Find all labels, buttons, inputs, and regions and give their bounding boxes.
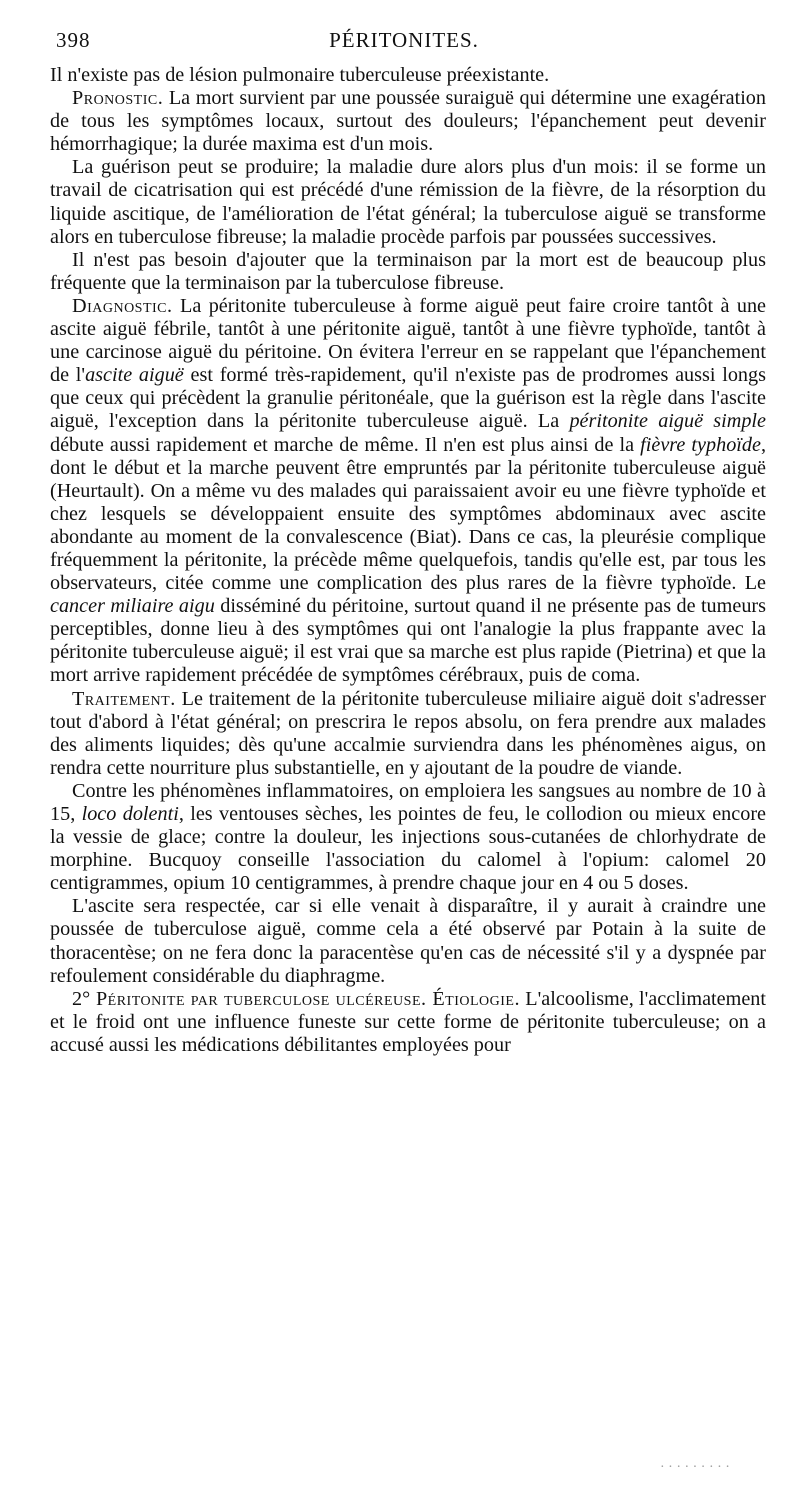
- section-lead-ulcereuse: Péritonite par tuberculose ulcéreuse.: [90, 987, 427, 1010]
- italic-term: fièvre typhoïde: [640, 433, 761, 456]
- text-run: disséminé du péritoine, surtout quand il ne présente pas de tumeurs perceptibles, donne lieu à des symptômes qui ont l'analogie la plus frappante avec la péritonite tuberculeuse aiguë; il est vrai que sa marche est plus rapide (Pietrina) et que la mort arrive rapidement précédée de symptômes cérébraux, puis de coma.: [50, 595, 766, 687]
- section-lead-etiologie: Étiologie.: [426, 987, 521, 1010]
- body-text: [50, 64, 766, 1057]
- text-run: est formé très-rapidement, qu'il n'existe pas de prodromes aussi longs que ceux qui précèdent la granulie péritonéale, que la guérison est la règle dans l'ascite aiguë, l'exception dans la péritonite tuberculeuse aiguë. La: [50, 364, 766, 433]
- text-run: La péritonite tuberculeuse à forme aiguë peut faire croire tantôt à une ascite aiguë fébrile, tantôt à une péritonite aiguë, tantôt à une fièvre typhoïde, tantôt à une carcinose aiguë du péritoine. On évitera l'erreur en se rappelant que l'épanchement de l': [50, 294, 766, 387]
- italic-term: cancer miliaire aigu: [50, 595, 215, 618]
- paragraph-text: L'alcoolisme, l'acclimatement et le froid ont une influence funeste sur cette forme de péritonite tuberculeuse; on a accusé aussi les médications débilitantes employées pour: [50, 987, 766, 1056]
- page-header: [56, 28, 752, 62]
- paragraph-terminaison: Il n'est pas besoin d'ajouter que la terminaison par la mort est de beaucoup plus fréquente que la terminaison par la tuberculose fibreuse.: [50, 248, 766, 294]
- paragraph-intro: Il n'existe pas de lésion pulmonaire tuberculeuse préexistante.: [50, 64, 550, 86]
- italic-term: loco dolenti: [81, 803, 179, 825]
- paragraph-guerison: La guérison peut se produire; la maladie dure alors plus d'un mois: il se forme un travail de cicatrisation qui est précédé d'une rémission de la fièvre, de la résorption du liquide ascitique, de l'amélioration de l'état général; la tuberculose aiguë se transforme alors en tuberculose fibreuse; la maladie procède parfois par poussées successives.: [50, 156, 766, 248]
- paragraph-inflammatoires: [50, 780, 766, 895]
- paragraph-ascite: L'ascite sera respectée, car si elle venait à disparaître, il y aurait à craindre une poussée de tuberculose aiguë, comme cela a été observé par Potain à la suite de thoracentèse; on ne fera donc la paracentèse qu'en cas de nécessité s'il y a dyspnée par refoulement considérable du diaphragme.: [50, 895, 766, 987]
- text-run: débute aussi rapidement et marche de même. Il n'en est plus ainsi de la: [50, 433, 641, 456]
- text-run: Contre les phénomènes inflammatoires, on emploiera les sangsues au nombre de 10 à 15,: [50, 779, 766, 825]
- text-run: , les ventouses sèches, les pointes de feu, le collodion ou mieux encore la vessie de glace; contre la douleur, les injections sous-cutanées de chlorhydrate de morphine. Bucquoy conseille l'association du calomel à l'opium: calomel 20 centigrammes, opium 10 centigrammes, à prendre chaque jour en 4 ou 5 doses.: [50, 803, 766, 895]
- paragraph-diagnostic: [50, 295, 766, 688]
- section-lead-diagnostic: Diagnostic.: [72, 294, 173, 317]
- italic-term: péritonite aiguë simple: [569, 410, 766, 433]
- running-title: PÉRITONITES.: [329, 28, 479, 52]
- paragraph-ulcereuse: [50, 988, 766, 1057]
- paragraph-text: Le traitement de la péritonite tuberculeuse miliaire aiguë doit s'adresser tout d'abord à l'état général; on prescrira le repos absolu, on fera prendre aux malades des aliments liquides; dès qu'une accalmie surviendra dans les phénomènes aigus, on rendra cette nourriture plus substantielle, en y ajoutant de la poudre de viande.: [50, 687, 766, 779]
- section-number: 2°: [72, 987, 91, 1010]
- footer-dots: · · · · · · · · ·: [660, 1460, 730, 1475]
- section-lead-traitement: Traitement.: [72, 687, 176, 710]
- paragraph-pronostic: [50, 87, 766, 156]
- page-number: 398: [56, 28, 91, 52]
- italic-term: ascite aiguë: [85, 364, 184, 387]
- paragraph-text: La mort survient par une poussée suraiguë qui détermine une exagération de tous les symptômes locaux, surtout des douleurs; l'épanchement peut devenir hémorrhagique; la durée maxima est d'un mois.: [50, 87, 766, 156]
- section-lead-pronostic: Pronostic.: [72, 87, 164, 110]
- text-run: , dont le début et la marche peuvent être empruntés par la péritonite tuberculeuse aiguë (Heurtault). On a même vu des malades qui paraissaient avoir eu une fièvre typhoïde et chez lesquels se développaient ensuite des symptômes abdominaux avec ascite abondante au moment de la convalescence (Biat). Dans ce cas, la pleurésie complique fréquemment la péritonite, la précède même quelquefois, tandis qu'elle est, par tous les observateurs, citée comme une complication des plus rares de la fièvre typhoïde. Le: [50, 433, 766, 595]
- paragraph-traitement: [50, 688, 766, 780]
